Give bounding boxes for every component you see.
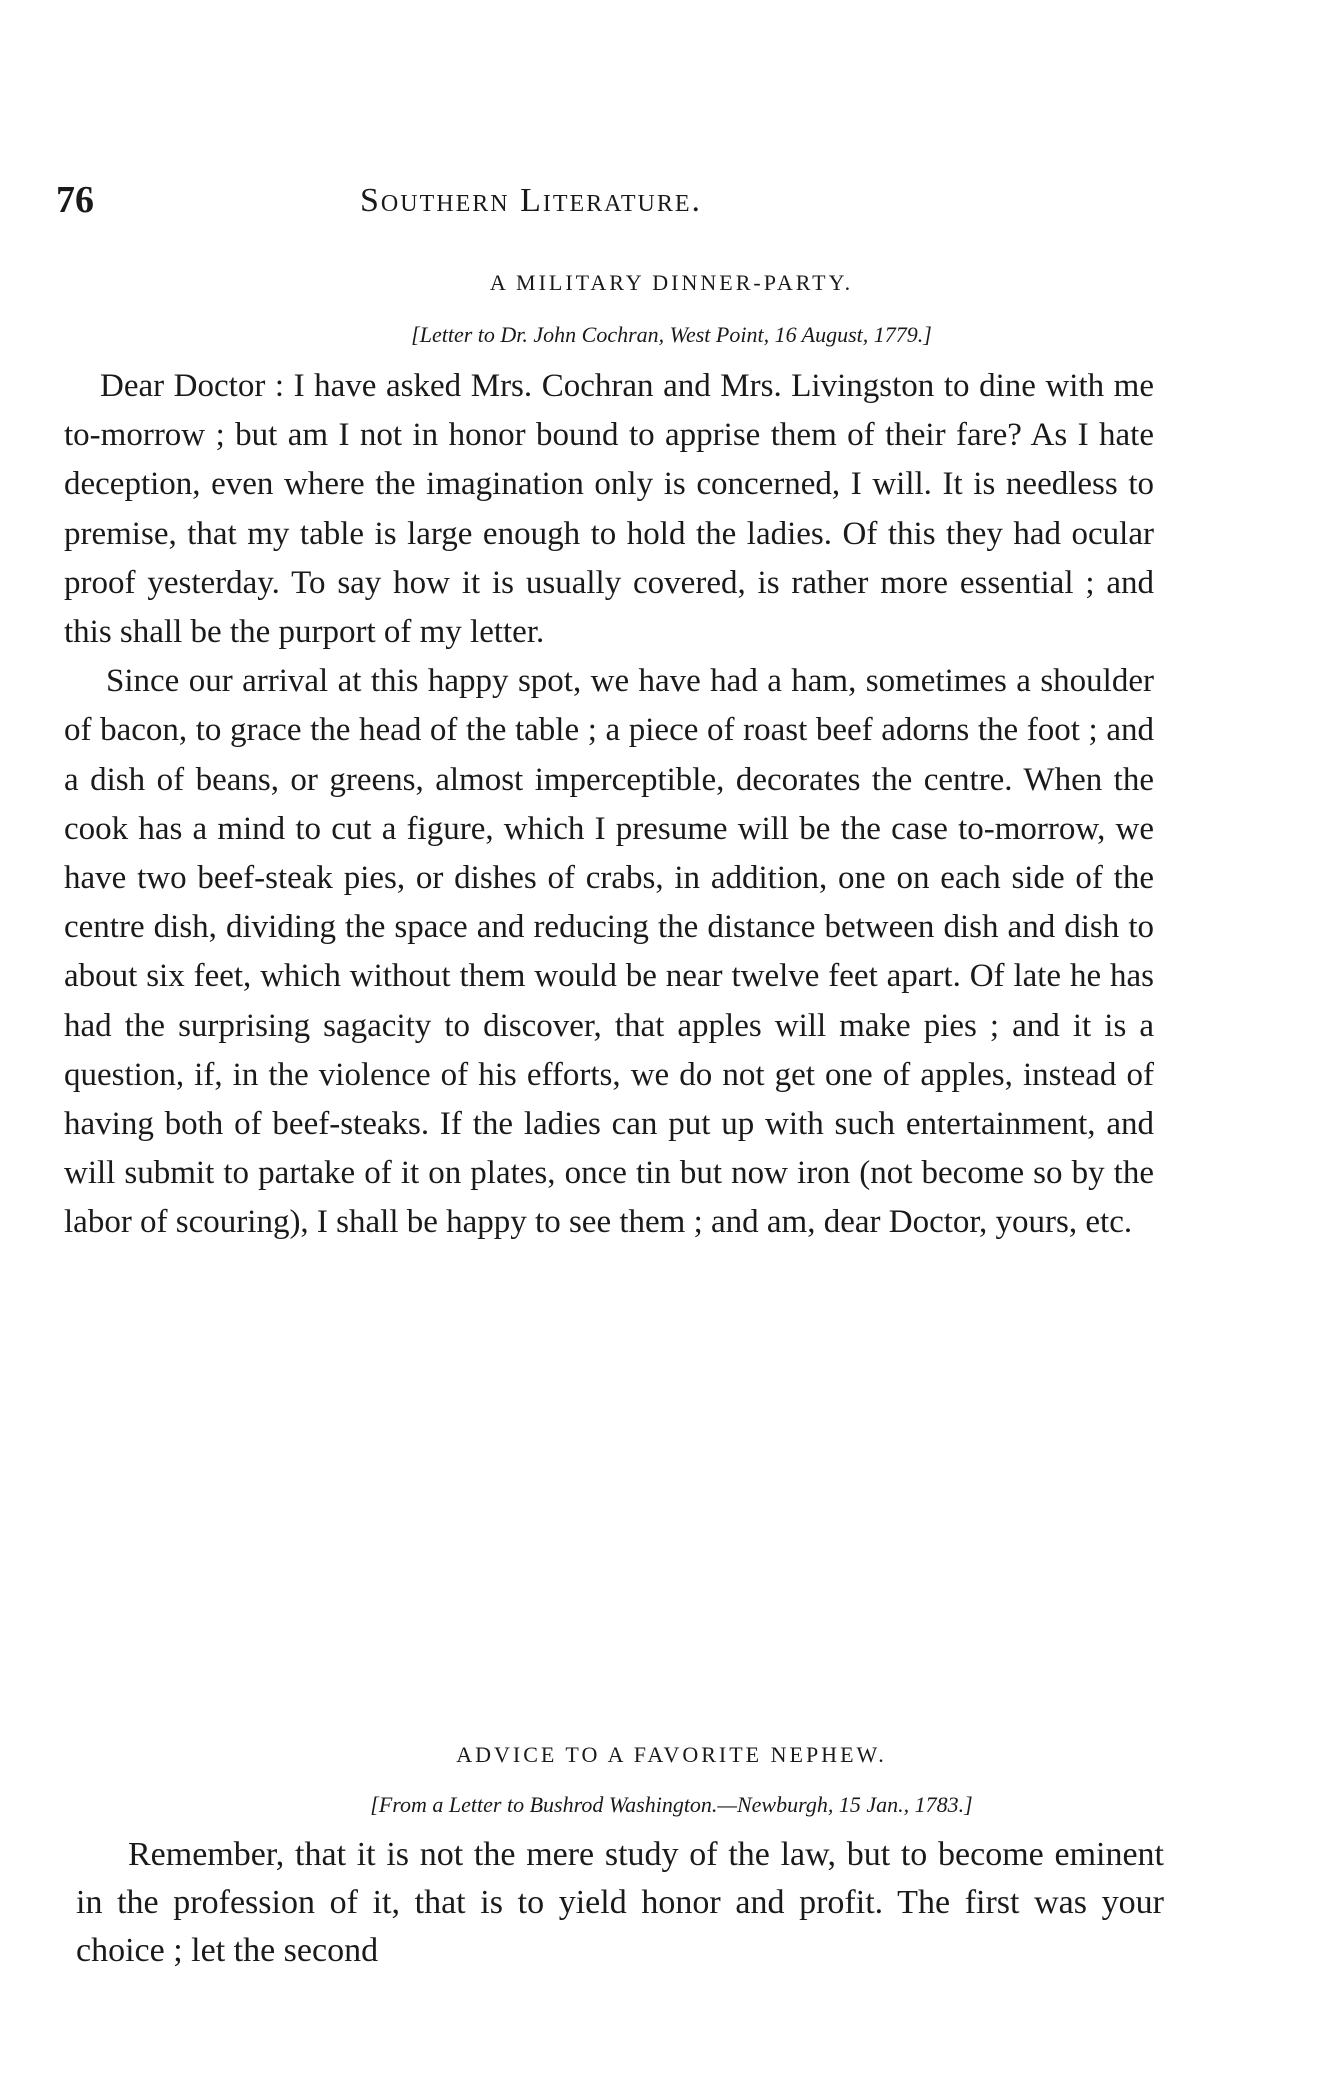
page-number: 76 [56, 179, 94, 221]
paragraph: Since our arrival at this happy spot, we have had a ham, sometimes a shoulder of bacon, to grace the head of the table ; a piece of roast beef adorns the foot ; and a dish of beans, or greens, almost imperceptible, decorates the centre. When the cook has a mind to cut a figure, which I presume will be the case to-morrow, we have two beef-steak pies, or dishes of crabs, in addition, one on each side of the centre dish, dividing the space and reducing the distance between dish and dish to about six feet, which without them would be near twelve feet apart. Of late he has had the surprising sagacity to discover, that apples will make pies ; and it is a question, if, in the violence of his efforts, we do not get one of apples, instead of having both of beef-steaks. If the ladies can put up with such entertainment, and will submit to partake of it on plates, once tin but now iron (not become so by the labor of scouring), I shall be happy to see them ; and am, dear Doctor, yours, etc. [64, 663, 1154, 1241]
section-heading: A MILITARY DINNER-PARTY. [489, 270, 854, 295]
section-source: [Letter to Dr. John Cochran, West Point, 16 August, 1779.] [411, 322, 932, 347]
running-head [0, 178, 1343, 228]
section-source: [From a Letter to Bushrod Washington.—Newburgh, 15 Jan., 1783.] [370, 1792, 973, 1817]
section-body [76, 1831, 1164, 1975]
paragraph: Dear Doctor : I have asked Mrs. Cochran and Mrs. Livingston to dine with me to-morrow ; but am I not in honor bound to apprise them of their fare? As I hate deception, even where the imagination only is concerned, I will. It is needless to premise, that my table is large enough to hold the ladies. Of this they had ocular proof yesterday. To say how it is usually covered, is rather more essential ; and this shall be the purport of my letter. [64, 368, 1154, 651]
running-title: Southern Literature. [360, 182, 702, 219]
paragraph: Remember, that it is not the mere study of the law, but to become eminent in the profession of it, that is to yield honor and profit. The first was your choice ; let the second [76, 1836, 1164, 1969]
section-heading: ADVICE TO A FAVORITE NEPHEW. [456, 1742, 887, 1767]
section-body [64, 362, 1154, 1248]
